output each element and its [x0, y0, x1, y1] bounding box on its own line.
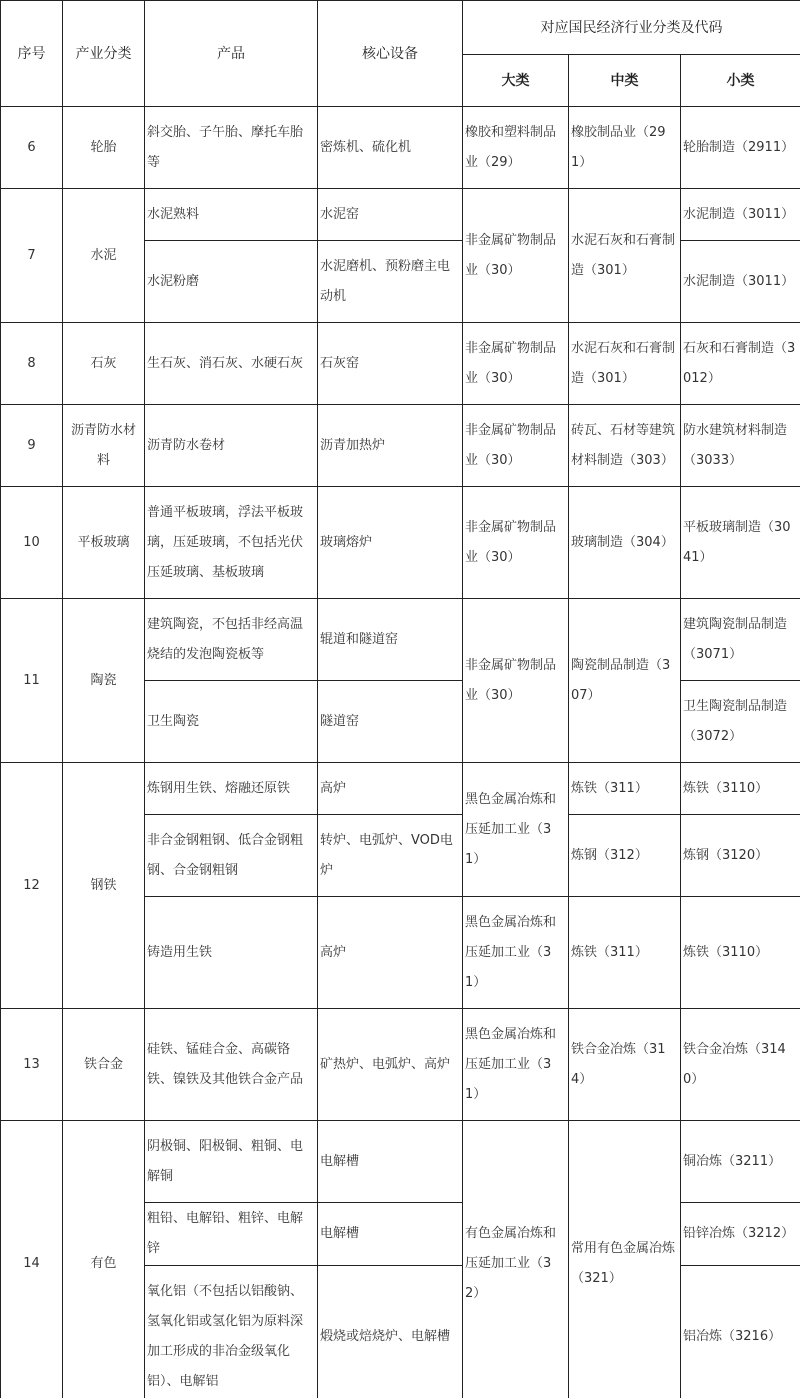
minor-cell: 防水建筑材料制造（3033）	[681, 405, 800, 487]
product-cell: 卫生陶瓷	[145, 681, 318, 763]
product-cell: 粗铅、电解铅、粗锌、电解锌	[145, 1203, 318, 1266]
table-row	[1, 599, 800, 681]
major-cell: 橡胶和塑料制品业（29）	[463, 107, 569, 189]
equipment-cell: 高炉	[318, 897, 463, 1009]
minor-cell: 铝冶炼（3216）	[681, 1266, 800, 1398]
product-cell: 氧化铝（不包括以铝酸钠、氢氧化铝或氢化铝为原料深加工形成的非冶金级氧化铝）、电解铝	[145, 1266, 318, 1398]
medium-cell: 陶瓷制品制造（307）	[569, 599, 681, 763]
major-cell: 黑色金属冶炼和压延加工业（31）	[463, 1009, 569, 1121]
equipment-cell: 沥青加热炉	[318, 405, 463, 487]
seq-cell: 8	[1, 323, 63, 405]
major-cell: 非金属矿物制品业（30）	[463, 405, 569, 487]
category-cell: 铁合金	[63, 1009, 145, 1121]
equipment-cell: 水泥磨机、预粉磨主电动机	[318, 241, 463, 323]
major-cell: 非金属矿物制品业（30）	[463, 599, 569, 763]
minor-cell: 卫生陶瓷制品制造（3072）	[681, 681, 800, 763]
minor-cell: 炼铁（3110）	[681, 897, 800, 1009]
equipment-cell: 矿热炉、电弧炉、高炉	[318, 1009, 463, 1121]
equipment-cell: 转炉、电弧炉、VOD电炉	[318, 815, 463, 897]
seq-cell: 9	[1, 405, 63, 487]
header-category: 产业分类	[63, 1, 145, 107]
medium-cell: 砖瓦、石材等建筑材料制造（303）	[569, 405, 681, 487]
seq-cell: 7	[1, 189, 63, 323]
minor-cell: 水泥制造（3011）	[681, 241, 800, 323]
seq-cell: 10	[1, 487, 63, 599]
category-cell: 沥青防水材料	[63, 405, 145, 487]
minor-cell: 铅锌冶炼（3212）	[681, 1203, 800, 1266]
major-cell: 黑色金属冶炼和压延加工业（31）	[463, 897, 569, 1009]
header-equipment: 核心设备	[318, 1, 463, 107]
equipment-cell: 石灰窑	[318, 323, 463, 405]
category-cell: 平板玻璃	[63, 487, 145, 599]
medium-cell: 炼铁（311）	[569, 897, 681, 1009]
medium-cell: 炼铁（311）	[569, 763, 681, 815]
equipment-cell: 辊道和隧道窑	[318, 599, 463, 681]
minor-cell: 平板玻璃制造（3041）	[681, 487, 800, 599]
table-row	[1, 1121, 800, 1203]
major-cell: 非金属矿物制品业（30）	[463, 189, 569, 323]
major-cell: 有色金属冶炼和压延加工业（32）	[463, 1121, 569, 1398]
equipment-cell: 水泥窑	[318, 189, 463, 241]
product-cell: 非合金钢粗钢、低合金钢粗钢、合金钢粗钢	[145, 815, 318, 897]
category-cell: 有色	[63, 1121, 145, 1398]
product-cell: 沥青防水卷材	[145, 405, 318, 487]
table-row	[1, 1009, 800, 1121]
medium-cell: 铁合金冶炼（314）	[569, 1009, 681, 1121]
header-minor: 小类	[681, 55, 800, 107]
seq-cell: 6	[1, 107, 63, 189]
category-cell: 陶瓷	[63, 599, 145, 763]
header-industry: 对应国民经济行业分类及代码	[463, 1, 800, 55]
major-cell: 非金属矿物制品业（30）	[463, 487, 569, 599]
seq-cell: 11	[1, 599, 63, 763]
seq-cell: 14	[1, 1121, 63, 1398]
medium-cell: 橡胶制品业（291）	[569, 107, 681, 189]
product-cell: 建筑陶瓷，不包括非经高温烧结的发泡陶瓷板等	[145, 599, 318, 681]
minor-cell: 轮胎制造（2911）	[681, 107, 800, 189]
equipment-cell: 电解槽	[318, 1121, 463, 1203]
minor-cell: 铁合金冶炼（3140）	[681, 1009, 800, 1121]
equipment-cell: 密炼机、硫化机	[318, 107, 463, 189]
medium-cell: 常用有色金属冶炼（321）	[569, 1121, 681, 1398]
header-medium: 中类	[569, 55, 681, 107]
product-cell: 普通平板玻璃，浮法平板玻璃，压延玻璃，不包括光伏压延玻璃、基板玻璃	[145, 487, 318, 599]
table-row	[1, 323, 800, 405]
equipment-cell: 隧道窑	[318, 681, 463, 763]
seq-cell: 13	[1, 1009, 63, 1121]
minor-cell: 铜冶炼（3211）	[681, 1121, 800, 1203]
product-cell: 生石灰、消石灰、水硬石灰	[145, 323, 318, 405]
major-cell: 黑色金属冶炼和压延加工业（31）	[463, 763, 569, 897]
medium-cell: 玻璃制造（304）	[569, 487, 681, 599]
header-major: 大类	[463, 55, 569, 107]
product-cell: 斜交胎、子午胎、摩托车胎等	[145, 107, 318, 189]
table-row	[1, 763, 800, 815]
product-cell: 铸造用生铁	[145, 897, 318, 1009]
minor-cell: 石灰和石膏制造（3012）	[681, 323, 800, 405]
seq-cell: 12	[1, 763, 63, 1009]
equipment-cell: 煅烧或焙烧炉、电解槽	[318, 1266, 463, 1398]
header-product: 产品	[145, 1, 318, 107]
category-cell: 轮胎	[63, 107, 145, 189]
table-row	[1, 405, 800, 487]
header-seq: 序号	[1, 1, 63, 107]
table-row	[1, 107, 800, 189]
product-cell: 阴极铜、阳极铜、粗铜、电解铜	[145, 1121, 318, 1203]
product-cell: 炼钢用生铁、熔融还原铁	[145, 763, 318, 815]
product-cell: 水泥粉磨	[145, 241, 318, 323]
minor-cell: 炼钢（3120）	[681, 815, 800, 897]
medium-cell: 炼钢（312）	[569, 815, 681, 897]
equipment-cell: 高炉	[318, 763, 463, 815]
category-cell: 石灰	[63, 323, 145, 405]
medium-cell: 水泥石灰和石膏制造（301）	[569, 323, 681, 405]
table-row	[1, 189, 800, 241]
product-cell: 水泥熟料	[145, 189, 318, 241]
minor-cell: 炼铁（3110）	[681, 763, 800, 815]
equipment-cell: 玻璃熔炉	[318, 487, 463, 599]
minor-cell: 水泥制造（3011）	[681, 189, 800, 241]
category-cell: 钢铁	[63, 763, 145, 1009]
product-cell: 硅铁、锰硅合金、高碳铬铁、镍铁及其他铁合金产品	[145, 1009, 318, 1121]
minor-cell: 建筑陶瓷制品制造（3071）	[681, 599, 800, 681]
category-cell: 水泥	[63, 189, 145, 323]
equipment-cell: 电解槽	[318, 1203, 463, 1266]
medium-cell: 水泥石灰和石膏制造（301）	[569, 189, 681, 323]
table-row	[1, 487, 800, 599]
major-cell: 非金属矿物制品业（30）	[463, 323, 569, 405]
